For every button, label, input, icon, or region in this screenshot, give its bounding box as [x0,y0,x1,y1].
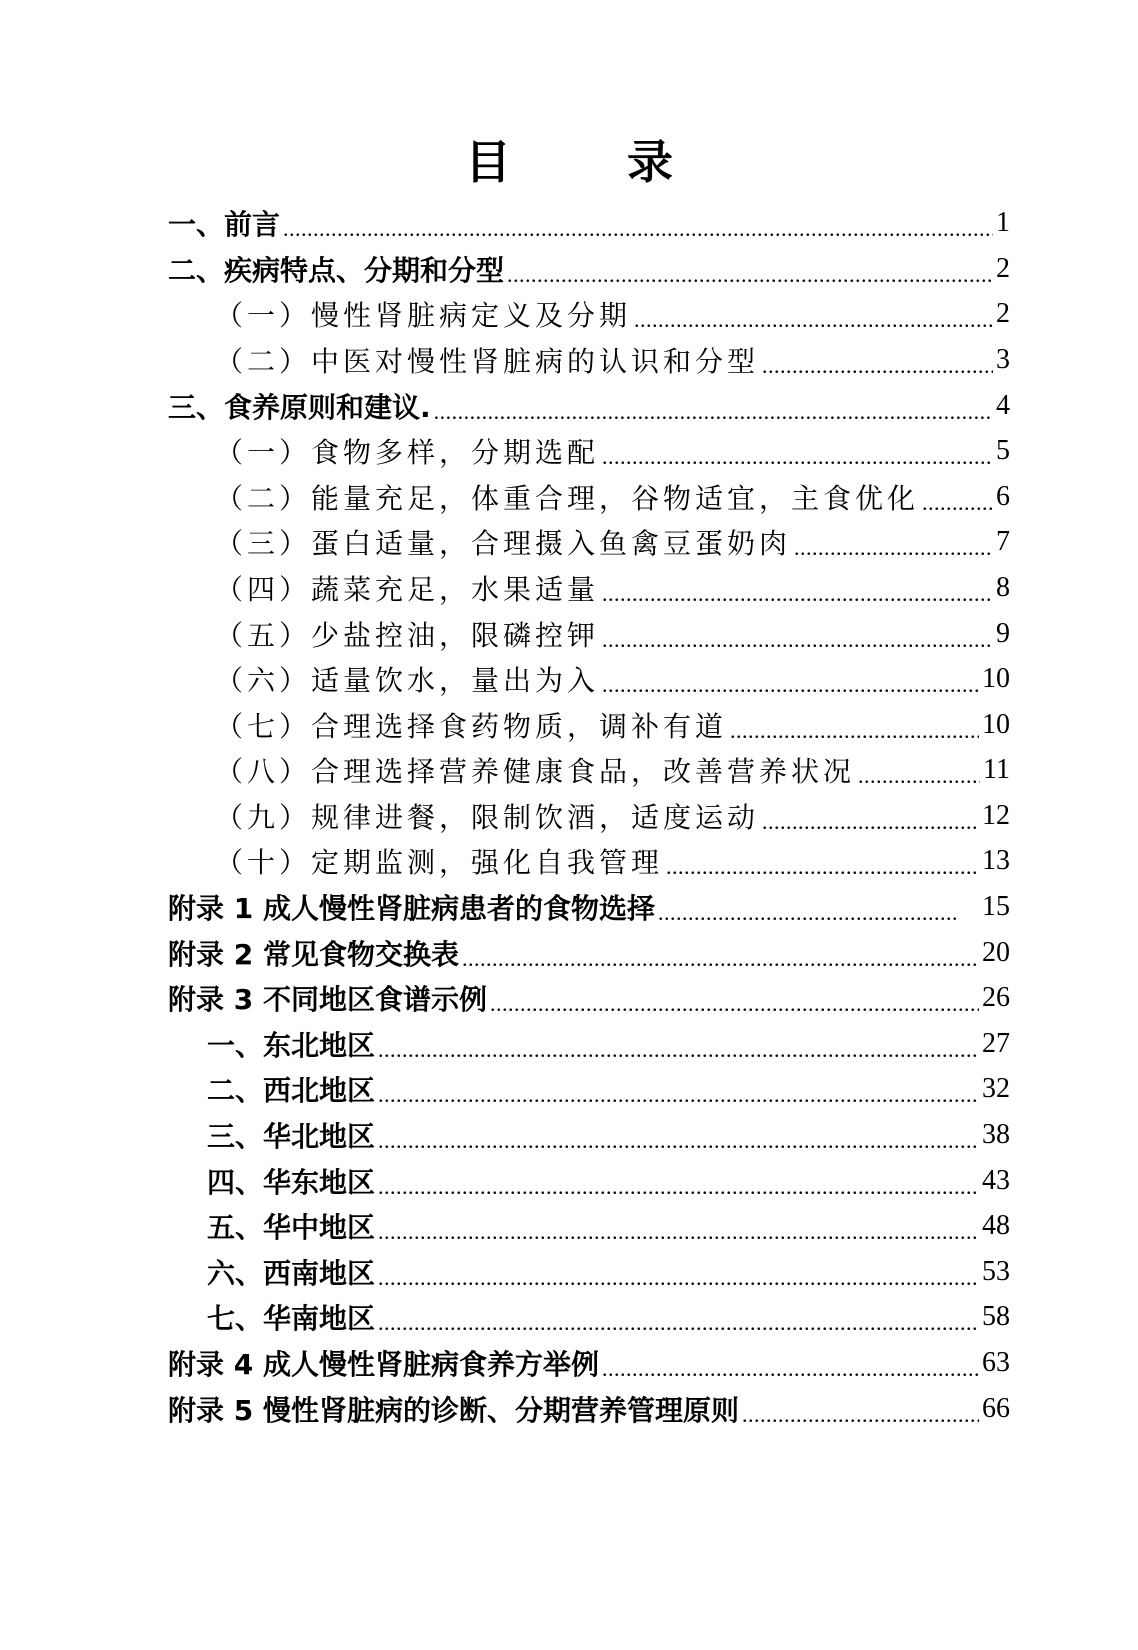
toc-entry-page: 26 [982,982,1010,1013]
toc-entry[interactable] [207,1158,1010,1204]
toc-entry[interactable] [215,656,1010,702]
toc-entry-page: 32 [982,1073,1010,1104]
toc-entry-label: 一、东北地区 [207,1029,376,1062]
dot-leader [507,262,993,292]
dot-leader [922,490,993,520]
toc-entry[interactable] [215,291,1010,337]
toc-entry-page: 6 [996,481,1010,512]
toc-entry[interactable] [168,884,1010,930]
dot-leader [378,1174,979,1204]
toc-entry-label: （四）蔬菜充足，水果适量 [215,573,600,606]
toc-entry-page: 43 [982,1165,1010,1196]
toc-entry-label: 四、华东地区 [207,1166,376,1199]
dot-leader [858,763,980,793]
toc-entry-label: （二）中医对慢性肾脏病的认识和分型 [215,345,760,378]
toc-entry-label: （一）食物多样，分期选配 [215,436,600,469]
toc-entry[interactable] [168,975,1010,1021]
toc-entry-label: 附录 5 慢性肾脏病的诊断、分期营养管理原则 [168,1394,739,1427]
toc-entry[interactable] [168,383,1010,429]
toc-entry[interactable] [207,1249,1010,1295]
dot-leader [462,946,979,976]
dot-leader [658,900,958,930]
toc-entry[interactable] [207,1203,1010,1249]
toc-entry-label: （二）能量充足，体重合理，谷物适宜，主食优化 [215,482,920,515]
toc-entry[interactable] [207,1294,1010,1340]
toc-entry-label: 附录 1 成人慢性肾脏病患者的食物选择 [168,892,655,925]
toc-entry[interactable] [207,1021,1010,1067]
toc-entry-page: 10 [982,709,1010,740]
toc-entry-page: 5 [996,435,1010,466]
dot-leader [378,1310,979,1340]
dot-leader [602,627,993,657]
toc-entry-label: （九）规律进餐，限制饮酒，适度运动 [215,801,760,834]
toc-entry-label: 附录 4 成人慢性肾脏病食养方举例 [168,1348,599,1381]
toc-entry[interactable] [168,1340,1010,1386]
toc-entry-label: （八）合理选择营养健康食品，改善营养状况 [215,755,856,788]
dot-leader [602,672,979,702]
toc-entry-page: 2 [996,253,1010,284]
toc-entry-label: 五、华中地区 [207,1211,376,1244]
toc-entry[interactable] [215,474,1010,520]
toc-entry-page: 53 [982,1256,1010,1287]
toc-entry[interactable] [207,1066,1010,1112]
toc-entry-page: 15 [982,891,1010,922]
toc-entry-label: 二、西北地区 [207,1074,376,1107]
page-title: 目 录 [464,135,723,189]
toc-entry-label: 三、华北地区 [207,1120,376,1153]
dot-leader [378,1037,979,1067]
toc-entry-label: （五）少盐控油，限磷控钾 [215,619,600,652]
toc-entry-label: 附录 3 不同地区食谱示例 [168,983,487,1016]
toc-entry[interactable] [215,519,1010,565]
toc-entry-label: 二、疾病特点、分期和分型 [168,254,505,287]
toc-entry-label: 六、西南地区 [207,1257,376,1290]
toc-entry-label: （十）定期监测，强化自我管理 [215,846,664,879]
toc-entry-page: 7 [996,526,1010,557]
dot-leader [490,991,979,1021]
dot-leader [602,581,993,611]
toc-entry-page: 58 [982,1301,1010,1332]
toc-entry-page: 11 [983,754,1010,785]
toc-entry[interactable] [207,1112,1010,1158]
dot-leader [742,1402,979,1432]
dot-leader [794,535,993,565]
dot-leader [434,399,993,429]
dot-leader [378,1265,979,1295]
toc-entry-page: 63 [982,1347,1010,1378]
toc-entry[interactable] [168,1386,1010,1432]
toc-entry-page: 4 [996,390,1010,421]
toc-entry[interactable] [215,337,1010,383]
dot-leader [283,216,993,246]
toc-entry-page: 20 [982,937,1010,968]
toc-entry-label: （一）慢性肾脏病定义及分期 [215,299,632,332]
toc-entry-page: 10 [982,663,1010,694]
toc-entry[interactable] [168,200,1010,246]
toc-entry-page: 27 [982,1028,1010,1059]
toc-entry-label: （六）适量饮水，量出为入 [215,664,600,697]
toc-entry[interactable] [215,611,1010,657]
toc-entry-label: （七）合理选择食药物质，调补有道 [215,710,728,743]
dot-leader [730,718,979,748]
toc-entry[interactable] [215,793,1010,839]
toc-entry[interactable] [215,702,1010,748]
dot-leader [762,809,979,839]
toc-entry-page: 38 [982,1119,1010,1150]
dot-leader [378,1128,979,1158]
toc-entry[interactable] [215,838,1010,884]
toc-entry-page: 13 [982,845,1010,876]
toc-entry-label: （三）蛋白适量，合理摄入鱼禽豆蛋奶肉 [215,527,792,560]
toc-entry-label: 一、前言 [168,208,281,241]
dot-leader [378,1219,979,1249]
dot-leader [602,444,993,474]
toc-entry[interactable] [168,246,1010,292]
dot-leader [762,353,993,383]
toc-entry-page: 66 [982,1393,1010,1424]
toc-entry-page: 48 [982,1210,1010,1241]
toc-entry[interactable] [215,428,1010,474]
dot-leader [666,854,979,884]
toc-entry-page: 9 [996,618,1010,649]
toc-entry-label: 三、食养原则和建议. [168,391,431,424]
dot-leader [378,1082,979,1112]
toc-entry-page: 8 [996,572,1010,603]
toc-entry-label: 七、华南地区 [207,1302,376,1335]
toc-entry-page: 2 [996,298,1010,329]
toc-entry-label: 附录 2 常见食物交换表 [168,938,459,971]
toc-entry-page: 3 [996,344,1010,375]
toc-entry-page: 12 [982,800,1010,831]
dot-leader [634,307,993,337]
toc-entry-page: 1 [996,207,1010,238]
dot-leader [602,1356,979,1386]
toc-entry[interactable] [168,930,1010,976]
toc-entry[interactable] [215,747,1010,793]
toc-entry[interactable] [215,565,1010,611]
